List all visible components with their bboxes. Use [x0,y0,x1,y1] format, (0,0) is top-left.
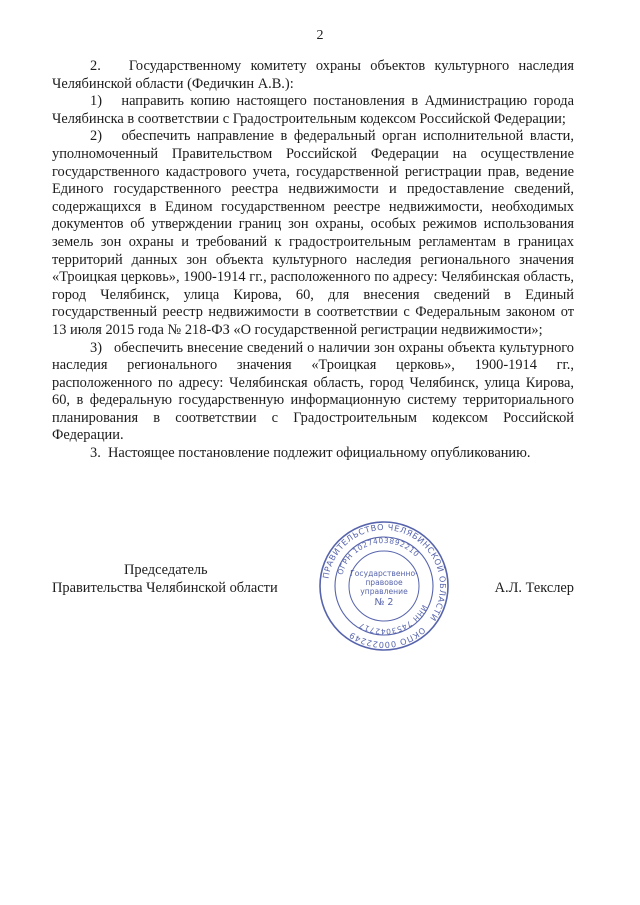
stamp-okpo-text: ОКПО 00022249 [346,625,428,651]
signatory-title [52,562,278,597]
paragraph-item-2: 2. Государственному комитету охраны объектов культурного наследия Челябинской области (Федичкин А.В.): [52,58,574,92]
stamp-outer-text: ПРАВИТЕЛЬСТВО ЧЕЛЯБИНСКОЙ ОБЛАСТИ [320,521,449,624]
stamp-ogrn-text: ОГРН 1027403892210 [335,535,422,576]
paragraph-item-3: 3. Настоящее постановление подлежит официальному опубликованию. [90,445,531,462]
signatory-position: Председатель [124,562,208,578]
document-body [52,58,574,463]
signatory-organization: Правительства Челябинской области [52,579,278,596]
stamp-inner-line3: управление [360,587,408,596]
stamp-inn-text: ИНН 7453042717 [357,603,430,637]
signature-block [52,521,574,684]
paragraph-subitem-3: 3) обеспечить внесение сведений о наличии зон охраны объекта культурного наследия регионального значения «Троицкая церковь», 1900-1914 гг., расположенного по адресу: Челябинская область, город Челябинск, улица Кирова, 60, в федеральную государственную информационную систему территориального планирования в соответствии с Градостроительным кодексом Российской Федерации. [52,339,574,444]
stamp-inner-line2: правовое [365,578,403,587]
stamp-inner-line4: № 2 [374,597,394,608]
paragraph-subitem-2: 2) обеспечить направление в федеральный орган исполнительной власти, уполномоченный Правительством Российской Федерации на осуществление государственного кадастрового учета, государственной регистрации прав, ведение Единого государственного реестра недвижимости и предоставление сведений, содержащихся в Едином государственном реестре недвижимости, необходимых документов об утверждении границ зон охраны, особых режимов использования земель зон охраны и требований к градостроительным регламентам в границах территорий данных зон объекта культурного наследия регионального значения «Троицкая церковь», 1900-1914 гг., расположенного по адресу: Челябинская область, город Челябинск, улица Кирова, 60, для внесения сведений в Единый государственный реестр недвижимости в соответствии с Федеральным законом от 13 июля 2015 года № 218-ФЗ «О государственной регистрации недвижимости»; [52,128,574,338]
page-number: 2 [316,28,324,43]
signatory-name: А.Л. Текслер [494,580,574,596]
official-seal-stamp [316,518,452,654]
stamp-inner-line1: Государственно- [350,569,418,578]
paragraph-subitem-1: 1) направить копию настоящего постановления в Администрацию города Челябинска в соответствии с Градостроительным кодексом Российской Федерации; [52,93,574,127]
